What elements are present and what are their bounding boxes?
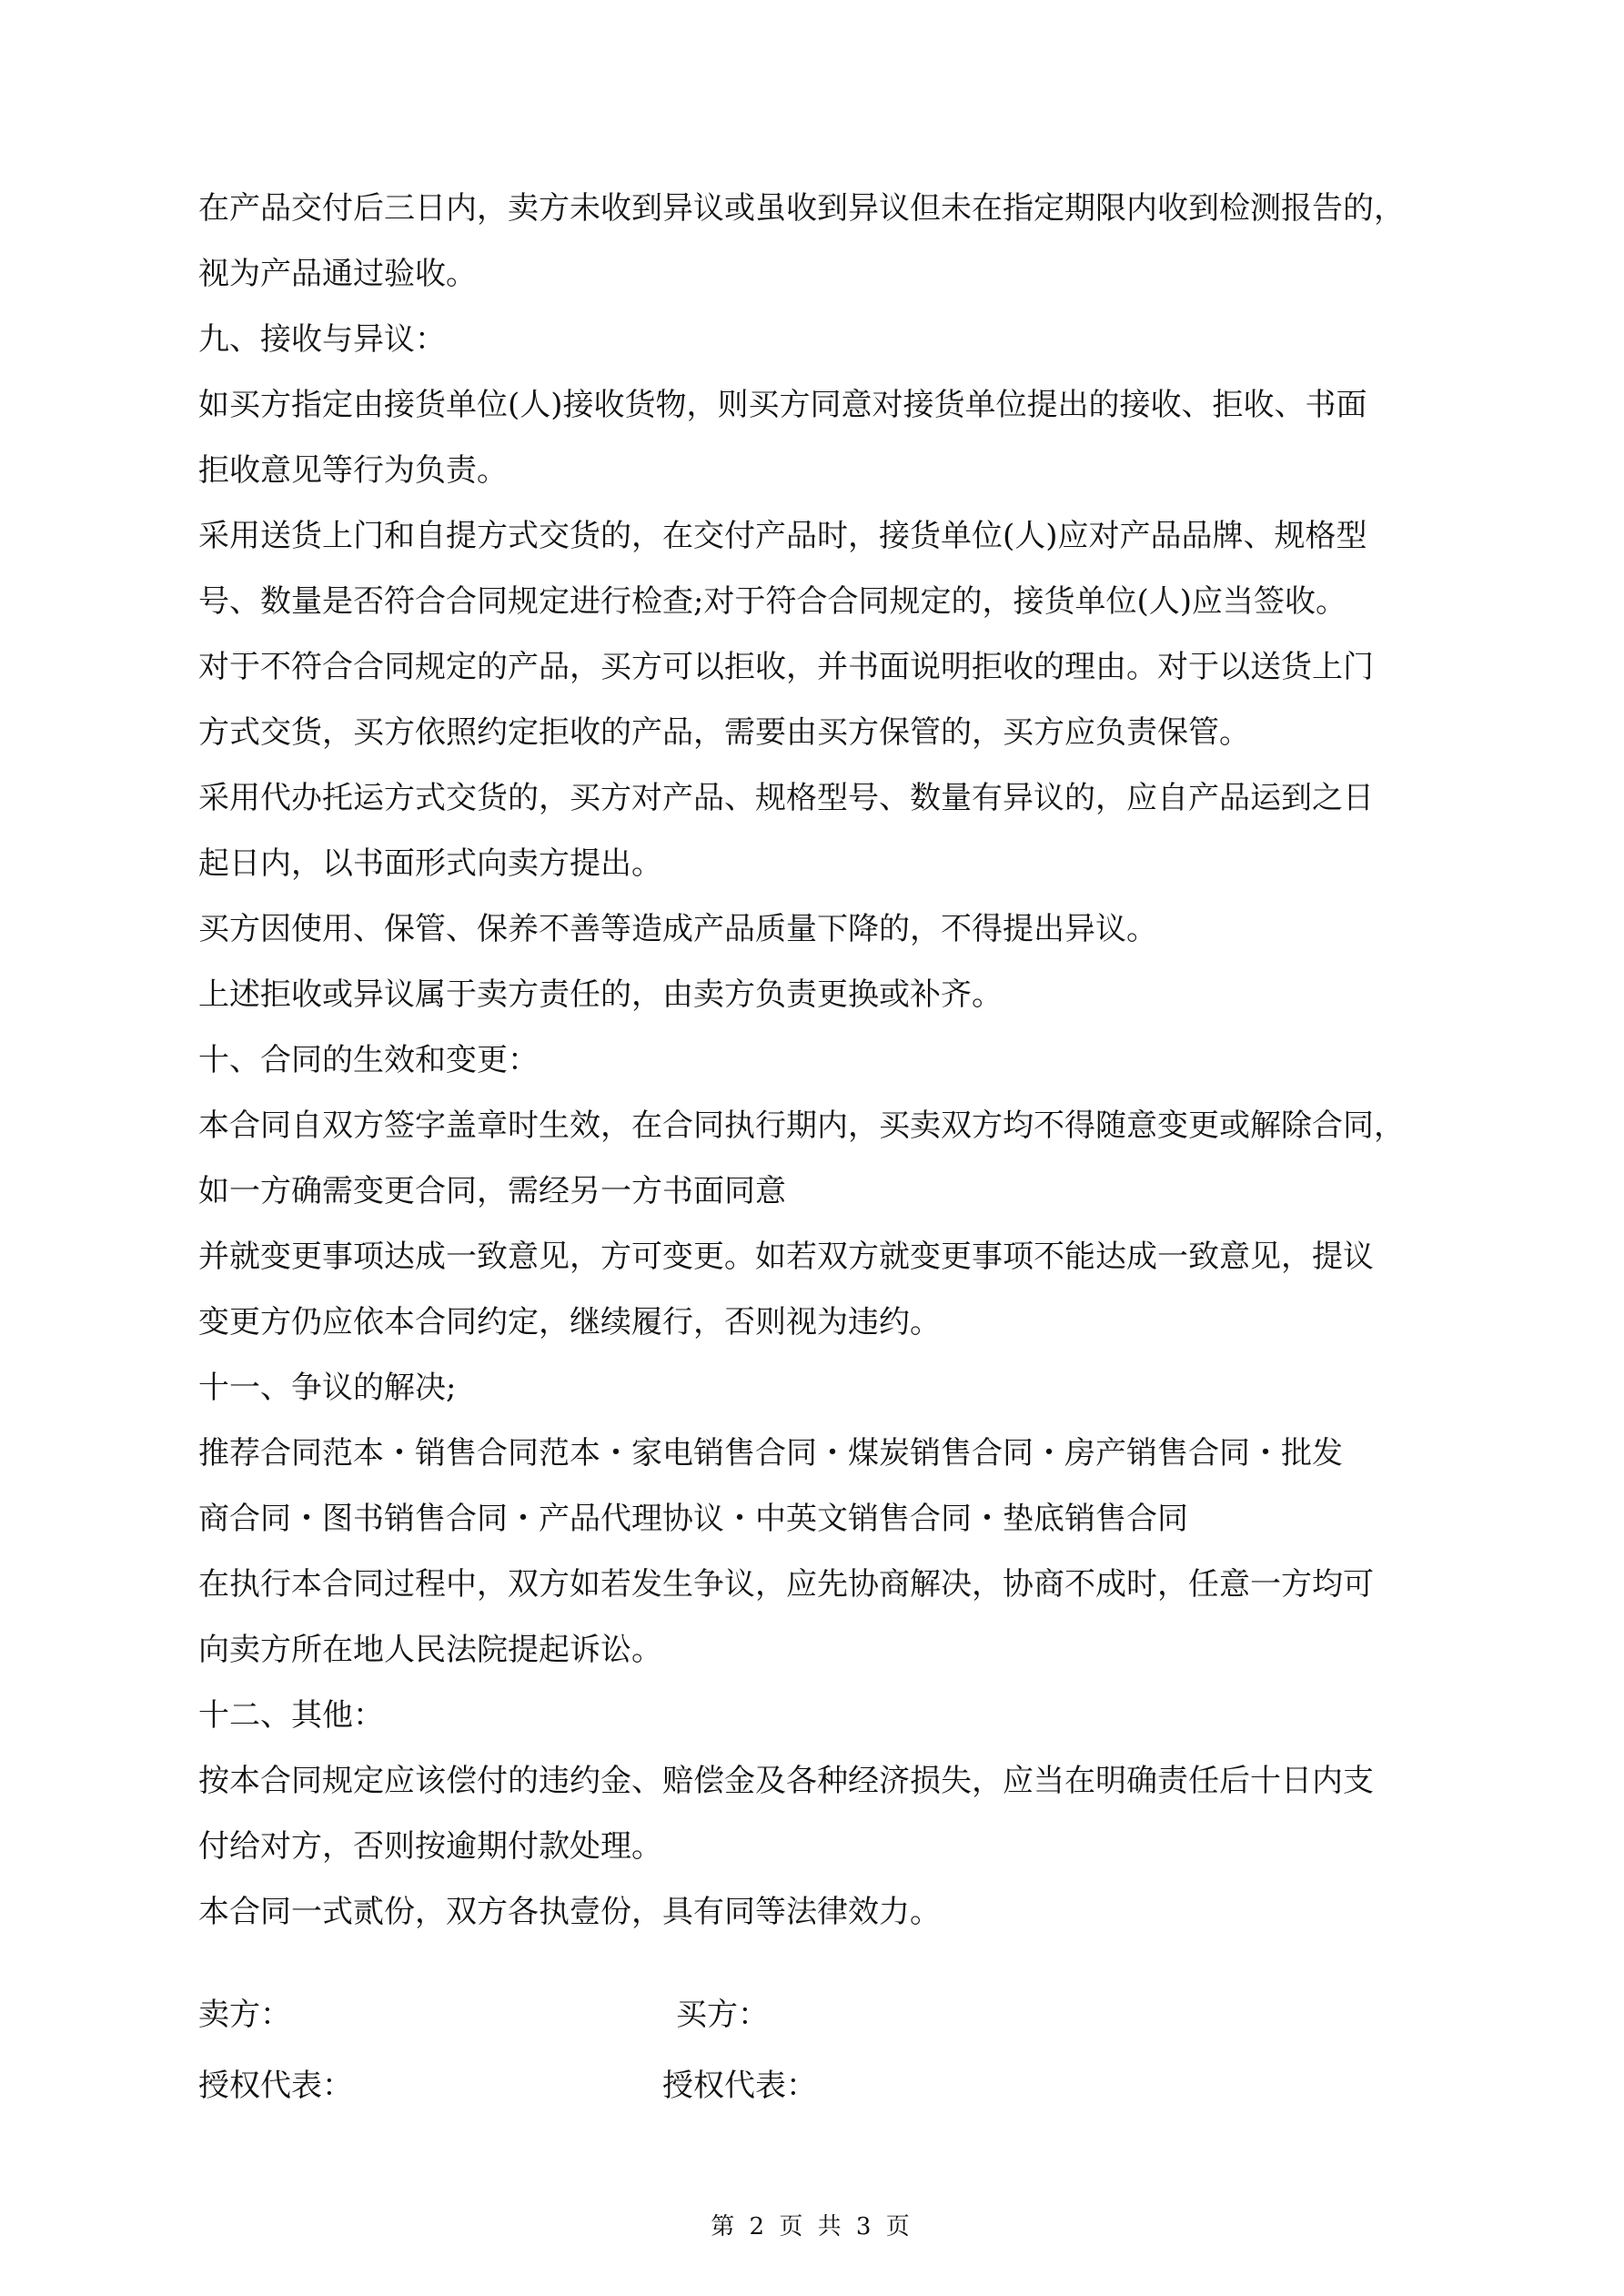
text-line: 号、数量是否符合合同规定进行检查;对于符合合同规定的，接货单位(人)应当签收。	[198, 583, 1347, 620]
text-line: 在执行本合同过程中，双方如若发生争议，应先协商解决，协商不成时，任意一方均可	[198, 1566, 1374, 1603]
text-line: 向卖方所在地人民法院提起诉讼。	[198, 1632, 662, 1668]
section-heading: 十二、其他：	[198, 1697, 384, 1734]
text-line: 变更方仍应依本合同约定，继续履行，否则视为违约。	[198, 1304, 941, 1340]
text-line: 按本合同规定应该偿付的违约金、赔偿金及各种经济损失，应当在明确责任后十日内支	[198, 1763, 1374, 1799]
text-line: 采用送货上门和自提方式交货的，在交付产品时，接货单位(人)应对产品品牌、规格型	[198, 518, 1367, 554]
seller-representative-label: 授权代表：	[198, 2068, 353, 2104]
text-line: 本合同自双方签字盖章时生效，在合同执行期内，买卖双方均不得随意变更或解除合同，	[198, 1108, 1405, 1144]
text-line: 方式交货，买方依照约定拒收的产品，需要由买方保管的，买方应负责保管。	[198, 714, 1250, 751]
related-links-line: 商合同・图书销售合同・产品代理协议・中英文销售合同・垫底销售合同	[198, 1501, 1188, 1537]
section-heading: 九、接收与异议：	[198, 321, 446, 358]
text-line: 视为产品通过验收。	[198, 256, 477, 292]
representative-row	[198, 2068, 1472, 2103]
related-links-line: 推荐合同范本・销售合同范本・家电销售合同・煤炭销售合同・房产销售合同・批发	[198, 1435, 1343, 1472]
text-line: 如一方确需变更合同，需经另一方书面同意	[198, 1173, 786, 1209]
text-line: 对于不符合合同规定的产品，买方可以拒收，并书面说明拒收的理由。对于以送货上门	[198, 649, 1374, 685]
party-row	[198, 1998, 1472, 2032]
buyer-representative-label: 授权代表：	[662, 2068, 817, 2104]
text-line: 买方因使用、保管、保养不善等造成产品质量下降的，不得提出异议。	[198, 911, 1157, 947]
text-line: 上述拒收或异议属于卖方责任的，由卖方负责更换或补齐。	[198, 976, 1003, 1013]
page-number-footer: 第 2 页 共 3 页	[711, 2213, 913, 2240]
text-line: 在产品交付后三日内，卖方未收到异议或虽收到异议但未在指定期限内收到检测报告的，	[198, 190, 1405, 227]
text-line: 本合同一式贰份，双方各执壹份，具有同等法律效力。	[198, 1894, 941, 1930]
text-line: 付给对方，否则按逾期付款处理。	[198, 1828, 662, 1865]
contract-body	[198, 191, 1472, 1929]
text-line: 采用代办托运方式交货的，买方对产品、规格型号、数量有异议的，应自产品运到之日	[198, 780, 1374, 816]
buyer-label: 买方：	[676, 1997, 769, 2033]
signature-block	[198, 1998, 1472, 2103]
section-heading: 十、合同的生效和变更：	[198, 1042, 539, 1078]
section-heading: 十一、争议的解决;	[198, 1370, 457, 1406]
seller-label: 卖方：	[198, 1997, 291, 2033]
text-line: 并就变更事项达成一致意见，方可变更。如若双方就变更事项不能达成一致意见，提议	[198, 1239, 1374, 1275]
text-line: 拒收意见等行为负责。	[198, 452, 508, 489]
text-line: 起日内，以书面形式向卖方提出。	[198, 845, 662, 882]
text-line: 如买方指定由接货单位(人)接收货物，则买方同意对接货单位提出的接收、拒收、书面	[198, 387, 1367, 423]
